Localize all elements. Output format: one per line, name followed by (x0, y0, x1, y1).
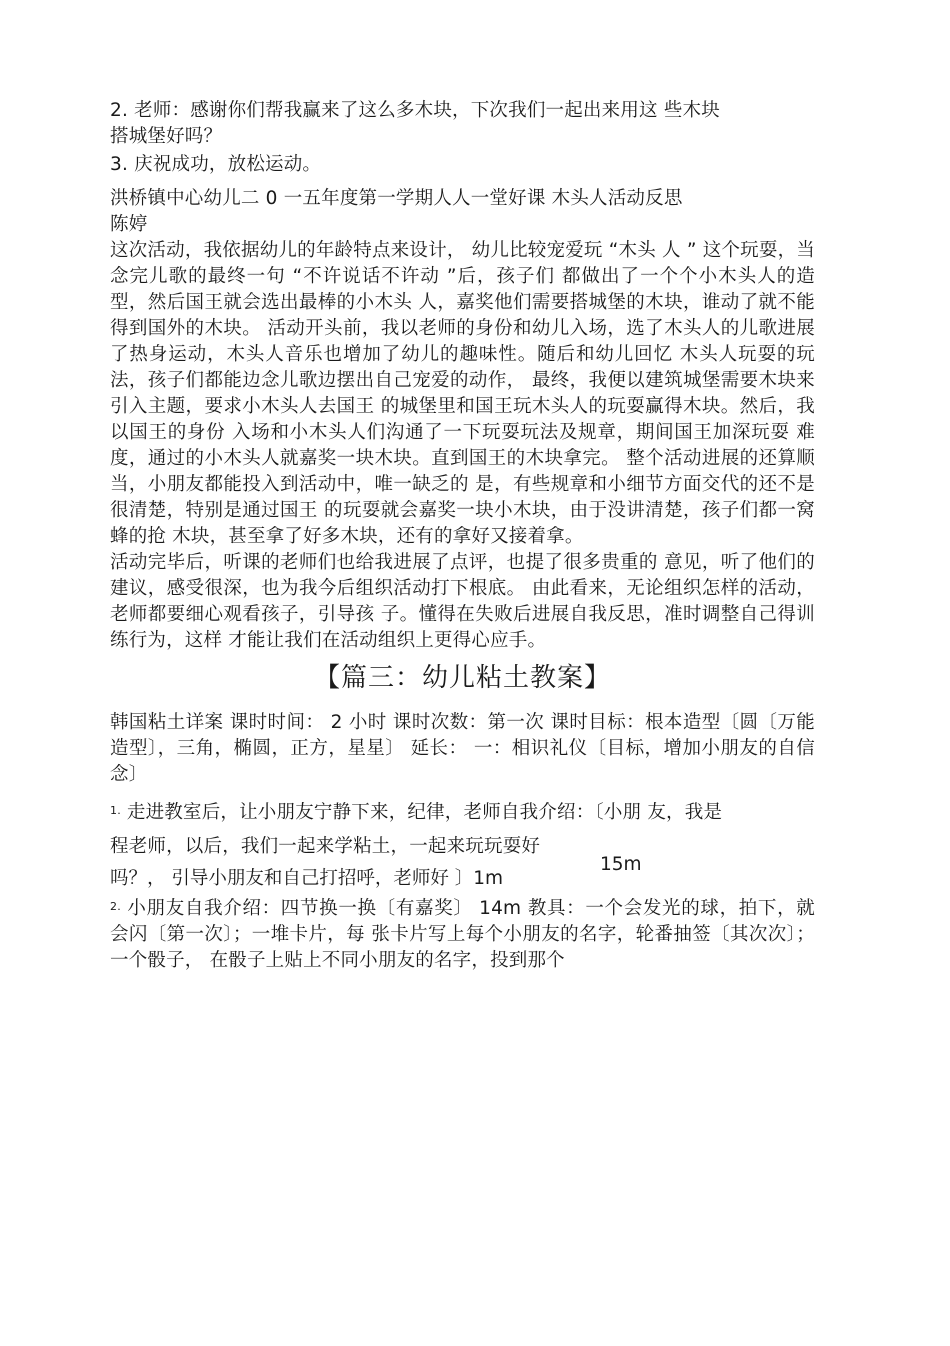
step-1-time-label: 15m (600, 854, 642, 875)
step-1-line-2: 程老师，以后，我们一起来学粘土，一起来玩玩耍好 (110, 836, 541, 857)
item-3: 3. 庆祝成功，放松运动。 (110, 154, 322, 175)
step-2-number: 2. (110, 900, 121, 913)
step-1-line-3 (110, 854, 815, 894)
item-2-line-2: 搭城堡好吗？ (110, 126, 223, 147)
step-2-text: 小朋友自我介绍：四节换一换〔有嘉奖〕 14m 教具：一个会发光的球，拍下，就会闪〔第一次〕；一堆卡片，每 张卡片写上每个小朋友的名字，轮番抽签〔其次次〕；一个骰子， 在骰子上贴上不同小朋友的名字，投到那个 (110, 898, 815, 971)
lesson-intro: 韩国粘土详案 课时时间： 2 小时 课时次数：第一次 课时目标：根本造型〔圆〔万能造型〕，三角，椭圆，正方，星星〕 延长： 一：相识礼仪〔目标，增加小朋友的自信念〕 (110, 712, 815, 785)
step-1-text-1: 走进教室后，让小朋友宁静下来，纪律，老师自我介绍：〔小朋 友，我是 (126, 802, 723, 823)
reflection-paragraph-2: 活动完毕后，听课的老师们也给我进展了点评，也提了很多贵重的 意见，听了他们的建议，感受很深，也为我今后组织活动打下根底。 由此看来，无论组织怎样的活动，老师都要细心观看孩子，引导孩 子。懂得在失败后进展自我反思，准时调整自己得训练行为，这样 才能让我们在活动组织上更得心应手。 (110, 552, 815, 651)
step-1-number: 1. (110, 804, 121, 817)
step-2 (110, 896, 815, 974)
reflection-paragraph-1: 这次活动，我依据幼儿的年龄特点来设计， 幼儿比较宠爱玩 “木头 人 ” 这个玩耍，当念完儿歌的最终一句 “不许说话不许动 ”后，孩子们 都做出了一个个小木头人的造型，然后国王就会选出最棒的小木头 人，嘉奖他们需要搭城堡的木块，谁动了就不能得到国外的木块。 活动开头前，我以老师的身份和幼儿入场，选了木头人的儿歌进展 了热身运动，木头人音乐也增加了幼儿的趣味性。随后和幼儿回忆 木头人玩耍的玩法，孩子们都能边念儿歌边摆出自己宠爱的动作， 最终，我便以建筑城堡需要木块来引入主题，要求小木头人去国王 的城堡里和国王玩木头人的玩耍赢得木块。然后，我以国王的身份 入场和小木头人们沟通了一下玩耍玩法及规章，期间国王加深玩耍 难度，通过的小木头人就嘉奖一块木块。直到国王的木块拿完。 整个活动进展的还算顺当，小朋友都能投入到活动中，唯一缺乏的 是，有些规章和小细节方面交代的还不是很清楚，特别是通过国王 的玩耍就会嘉奖一块小木块，由于没讲清楚，孩子们都一窝蜂的抢 木块，甚至拿了好多木块，还有的拿好又接着拿。 (110, 240, 815, 547)
item-2-line-1: 2. 老师：感谢你们帮我赢来了这么多木块，下次我们一起出来用这 些木块 (110, 100, 720, 121)
document-page (110, 98, 815, 974)
section-heading: 【篇三：幼儿粘土教案】 (313, 663, 611, 693)
step-1-text-3: 吗？， 引导小朋友和自己打招呼，老师好 〕1m (110, 868, 504, 889)
author-name: 陈婷 (110, 214, 148, 235)
reflection-title: 洪桥镇中心幼儿二 0 一五年度第一学期人人一堂好课 木头人活动反思 (110, 188, 683, 209)
step-1-line-1 (110, 796, 815, 830)
